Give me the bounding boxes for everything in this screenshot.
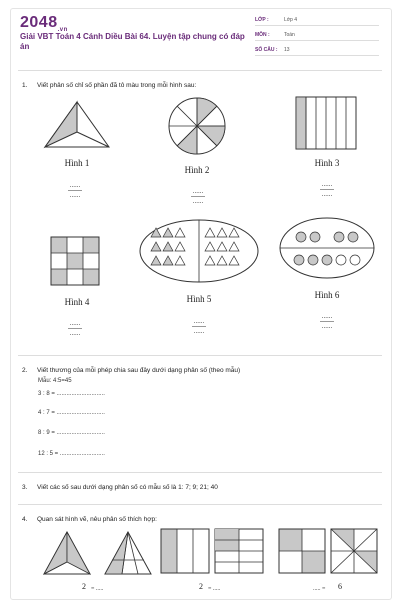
caption-hinh-6: Hình 6 (314, 290, 340, 300)
fraction-a: 2 (82, 582, 86, 591)
mon-value: Toán (284, 32, 295, 38)
divider (255, 55, 379, 56)
answer-line[interactable]: 4 : 7 = ............................. (38, 410, 105, 416)
figure-q4-triangles (42, 530, 154, 576)
example-text: Mẫu: 4:5=45 (38, 378, 72, 384)
figure-hinh-2 (167, 96, 227, 156)
caption-hinh-4: Hình 4 (64, 297, 90, 307)
answer-blank-3: ...... ...... (321, 180, 333, 198)
figure-q4-rectangles (160, 528, 266, 574)
question-4: 4. Quan sát hình vẽ, nêu phân số thích hợp: (22, 516, 157, 523)
mon-label: MÔN : (255, 32, 270, 38)
figure-q4-squares (278, 528, 380, 574)
question-3: 3. Viết các số sau dưới dạng phân số có mẫu số là 1: 7; 9; 21; 40 (22, 484, 218, 491)
lop-label: LỚP : (255, 17, 269, 23)
fraction-c: 6 (338, 582, 342, 591)
divider (255, 25, 379, 26)
figure-hinh-1 (42, 100, 112, 150)
header-divider (18, 70, 382, 71)
site-logo[interactable]: $2048_{.vn}$ (20, 14, 68, 34)
lop-value: Lớp 4 (284, 17, 298, 23)
caption-hinh-5: Hình 5 (186, 294, 212, 304)
section-divider (18, 504, 382, 505)
section-divider (18, 355, 382, 356)
fraction-b: 2 (199, 582, 203, 591)
answer-blank-a[interactable]: = ..... (91, 586, 104, 592)
answer-blank-c[interactable]: ..... = (313, 586, 326, 592)
socau-value: 13 (284, 47, 290, 53)
answer-blank-b[interactable]: = ..... (208, 586, 221, 592)
question-2: 2. Viết thương của mỗi phép chia sau đây dưới dạng phân số (theo mẫu) (22, 367, 241, 374)
page-title: Giải VBT Toán 4 Cánh Diều Bài 64. Luyện tập chung có đáp án (20, 32, 245, 51)
answer-blank-6: ...... ...... (321, 312, 333, 330)
answer-blank-5: ...... ...... (193, 317, 205, 335)
figure-hinh-6 (278, 216, 376, 280)
answer-blank-2: ...... ...... (192, 187, 204, 205)
answer-line[interactable]: 3 : 8 = ............................. (38, 391, 105, 397)
divider (255, 40, 379, 41)
figure-hinh-5 (138, 218, 260, 284)
caption-hinh-2: Hình 2 (184, 165, 210, 175)
answer-line[interactable]: 8 : 9 = ............................. (38, 430, 105, 436)
answer-line[interactable]: 12 : 5 = ........................... (38, 451, 105, 457)
figure-hinh-4 (50, 236, 102, 288)
caption-hinh-3: Hình 3 (314, 158, 340, 168)
socau-label: SỐ CÂU : (255, 47, 278, 53)
question-1: 1. Viết phân số chỉ số phần đã tô màu trong mỗi hình sau: (22, 82, 197, 89)
section-divider (18, 472, 382, 473)
figure-hinh-3 (295, 96, 359, 152)
answer-blank-4: ...... ...... (69, 319, 81, 337)
caption-hinh-1: Hình 1 (64, 158, 90, 168)
answer-blank-1: ...... ...... (69, 181, 81, 199)
